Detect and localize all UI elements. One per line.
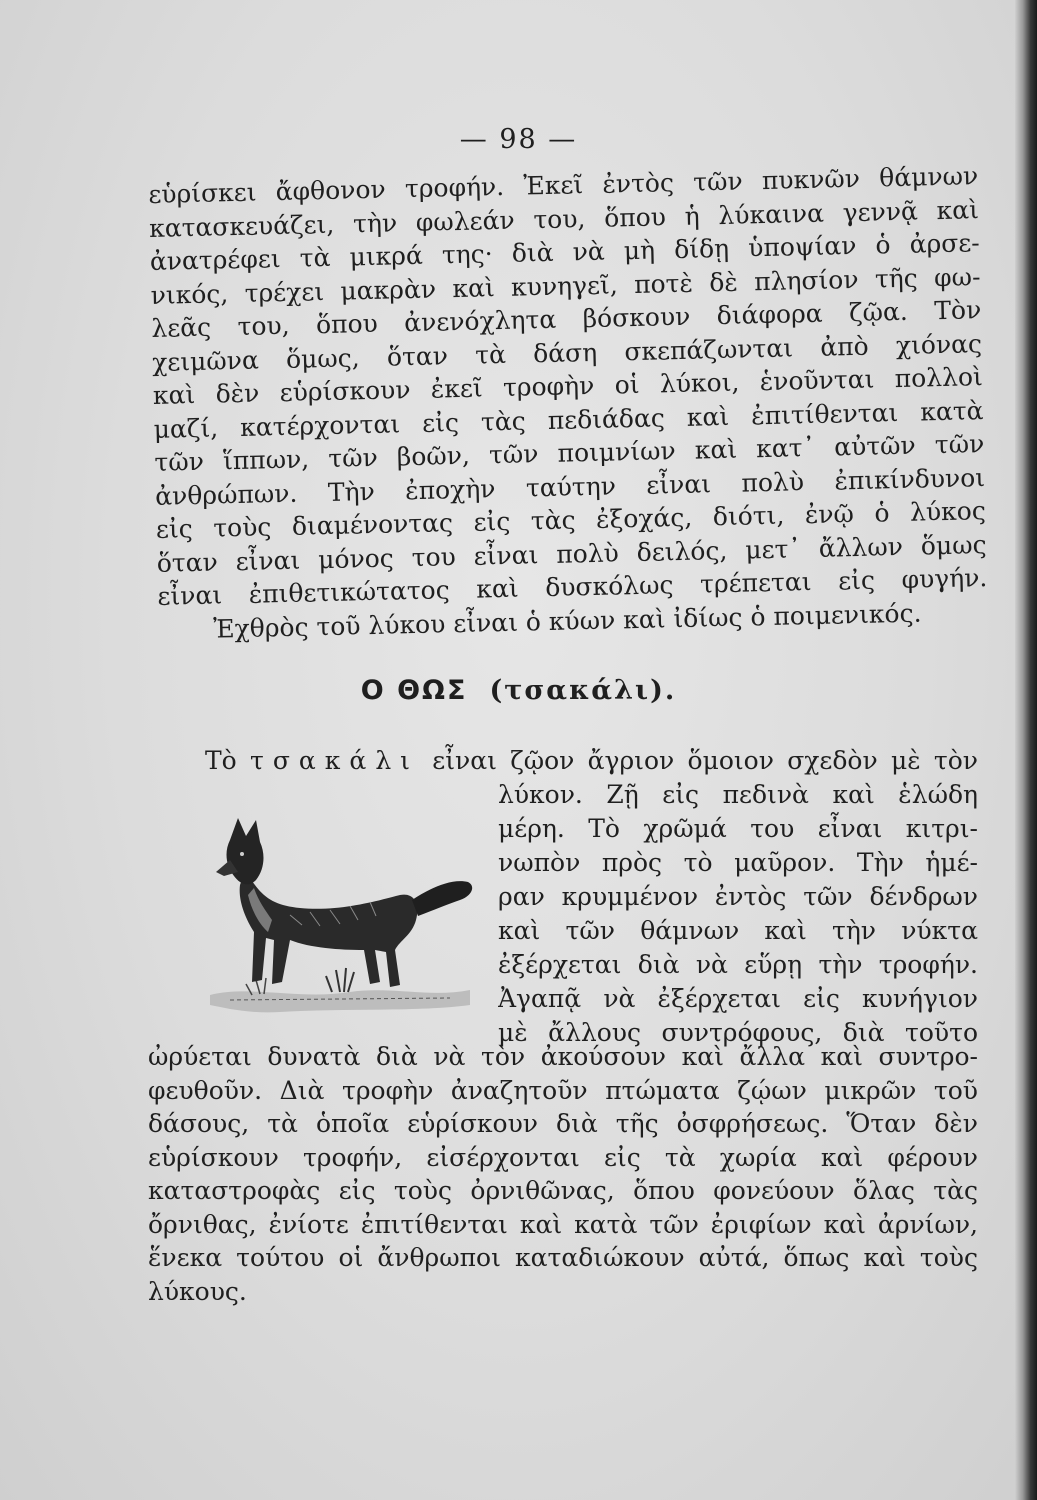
text-line: μὲ ἄλλους συντρόφους, διὰ τοῦτο (498, 1018, 978, 1047)
text-line: μαζί, κατέρχονται εἰς τὰς πεδιάδας καὶ ἐπιτίθενται κατὰ (153, 395, 984, 444)
jackal-illustration-icon (190, 800, 480, 1020)
heading-subtitle: (τσακάλι). (489, 675, 677, 706)
text-line: νωπὸν πρὸς τὸ μαῦρον. Τὴν ἡμέ- (498, 848, 978, 877)
text-line: λεᾶς του, ὅπου ἀνενόχλητα βόσκουν διάφορα ζῷα. Τὸν (151, 295, 982, 343)
section-first-line (205, 744, 978, 778)
text-line: ὄρνιθας, ἐνίοτε ἐπιτίθενται καὶ κατὰ τῶν ἐριφίων καὶ ἀρνίων, (148, 1209, 978, 1239)
first-line-lead: Τὸ (205, 746, 237, 775)
paragraph-jackal-bottom (148, 1040, 978, 1308)
text-line: κατασκευάζει, τὴν φωλεάν του, ὅπου ἡ λύκαινα γεννᾷ καὶ (148, 194, 980, 243)
text-line: ἐξέρχεται διὰ νὰ εὕρῃ τὴν τροφήν. (498, 950, 978, 979)
text-line: καὶ δὲν εὑρίσκουν ἐκεῖ τροφὴν οἱ λύκοι, ἑνοῦνται πολλοὶ (152, 362, 984, 410)
section-heading (0, 675, 1037, 706)
scan-edge-shadow (1015, 0, 1037, 1500)
text-line: εὑρίσκουν τροφήν, εἰσέρχονται εἰς τὰ χωρία καὶ φέρουν (148, 1142, 978, 1172)
text-line: φευθοῦν. Διὰ τροφὴν ἀναζητοῦν πτώματα ζῴων μικρῶν τοῦ (148, 1075, 978, 1105)
text-line: καταστροφὰς εἰς τοὺς ὀρνιθῶνας, ὅπου φονεύουν ὅλας τὰς (148, 1176, 978, 1205)
paragraph-wolf (148, 159, 988, 647)
text-line: ἀνθρώπων. Τὴν ἐποχὴν ταύτην εἶναι πολὺ ἐπικίνδυνοι (154, 462, 986, 511)
text-line: Ἀγαπᾷ νὰ ἐξέρχεται εἰς κυνήγιον (498, 984, 978, 1013)
text-line: ὅταν εἶναι μόνος του εἶναι πολὺ δειλός, μετ᾽ ἄλλων ὅμως (156, 529, 987, 578)
text-line: λύκον. Ζῇ εἰς πεδινὰ καὶ ἑλώδη (498, 780, 978, 809)
text-line: δάσους, τὰ ὁποῖα εὑρίσκουν διὰ τῆς ὀσφρήσεως. Ὅταν δὲν (148, 1109, 978, 1138)
text-line: εἶναι ἐπιθετικώτατος καὶ δυσκόλως τρέπεται εἰς φυγήν. (157, 563, 988, 611)
heading-title: Ο ΘΩΣ (360, 675, 468, 706)
text-line: τῶν ἵππων, τῶν βοῶν, τῶν ποιμνίων καὶ κατ᾽ αὐτῶν τῶν (154, 429, 985, 477)
text-line: λύκους. (148, 1276, 247, 1306)
text-line: Ἐχθρὸς τοῦ λύκου εἶναι ὁ κύων καὶ ἰδίως ὁ ποιμενικός. (212, 598, 922, 644)
text-line: καὶ τῶν θάμνων καὶ τὴν νύκτα (498, 916, 978, 945)
text-line: μέρη. Τὸ χρῶμά του εἶναι κιτρι- (498, 814, 978, 843)
first-line-rest: εἶναι ζῷον ἄγριον ὅμοιον σχεδὸν μὲ τὸν (432, 746, 979, 775)
text-line: ἕνεκα τούτου οἱ ἄνθρωποι καταδιώκουν αὐτά, ὅπως καὶ τοὺς (148, 1243, 978, 1272)
first-line-term: τσακάλι (250, 746, 419, 775)
text-line: ραν κρυμμένον ἐντὸς τῶν δένδρων (498, 882, 978, 911)
text-line: εἰς τοὺς διαμένοντας εἰς τὰς ἐξοχάς, διότι, ἐνῷ ὁ λύκος (155, 496, 987, 544)
text-line: ὠρύεται δυνατὰ διὰ νὰ τὸν ἀκούσουν καὶ ἄλλα καὶ συντρο- (148, 1042, 978, 1071)
paragraph-jackal-side (498, 778, 978, 1050)
text-line: εὑρίσκει ἄφθονον τροφήν. Ἐκεῖ ἐντὸς τῶν πυκνῶν θάμνων (148, 161, 979, 209)
text-line: χειμῶνα ὅμως, ὅταν τὰ δάση σκεπάζωνται ἀπὸ χιόνας (151, 328, 983, 377)
text-line: νικός, τρέχει μακρὰν καὶ κυνηγεῖ, ποτὲ δὲ πλησίον τῆς φω- (150, 261, 981, 310)
text-line: ἀνατρέφει τὰ μικρά της· διὰ νὰ μὴ δίδῃ ὑποψίαν ὁ ἀρσε- (149, 228, 981, 276)
page-number: — 98 — (459, 124, 578, 155)
